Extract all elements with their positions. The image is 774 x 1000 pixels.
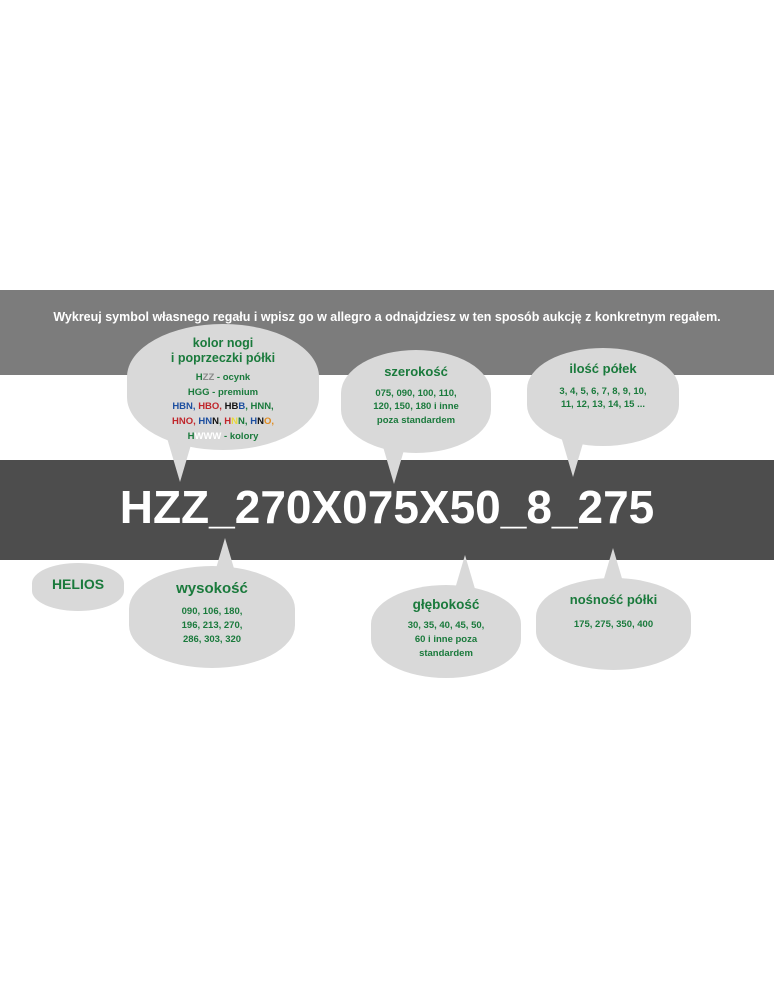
bubble-nosnosc-title: nośność półki (569, 592, 658, 607)
ilosc-line-2: 11, 12, 13, 14, 15 ... (561, 399, 645, 411)
bubble-ilosc-polek-title: ilość półek (569, 361, 637, 376)
kolor-line-5: HWWW - kolory (187, 430, 259, 442)
bubble-kolor-nogi (127, 324, 319, 450)
bubble-wysokosc (129, 566, 295, 668)
szerokosc-line-1: 075, 090, 100, 110, (375, 387, 457, 399)
bubble-kolor-nogi-body (141, 371, 305, 445)
wysokosc-line-2: 196, 213, 270, (181, 619, 243, 631)
glebokosc-line-3: standardem (419, 647, 473, 659)
bubble-helios-title: HELIOS (51, 576, 105, 592)
infographic-diagram (0, 290, 774, 690)
glebokosc-line-2: 60 i inne poza (414, 633, 478, 645)
bubble-szerokosc (341, 350, 491, 453)
szerokosc-line-2: 120, 150, 180 i inne (373, 401, 459, 413)
bubble-helios (32, 563, 124, 611)
bubble-kolor-nogi-title (141, 336, 305, 366)
bubble-ilosc-polek-body (539, 385, 667, 413)
bubble-wysokosc-body (141, 605, 283, 646)
bubble-szerokosc-title: szerokość (384, 364, 448, 379)
kolor-line-1: HZZ - ocynk (195, 372, 251, 383)
kolor-line-2: HGG - premium (187, 386, 259, 398)
wysokosc-line-1: 090, 106, 180, (181, 606, 243, 617)
wysokosc-line-3: 286, 303, 320 (182, 633, 242, 645)
product-code-text: HZZ_270X075X50_8_275 (119, 481, 655, 533)
headline-text: Wykreuj symbol własnego regału i wpisz go w allegro a odnajdziesz w ten sposób aukcję z konkretnym regałem. (53, 310, 721, 324)
kolor-line-3: HBN, HBO, HBB, HNN, (172, 401, 274, 413)
bubble-nosnosc-polki (536, 578, 691, 670)
glebokosc-line-1: 30, 35, 40, 45, 50, (407, 620, 485, 632)
bubble-kolor-nogi-title-line2: i poprzeczki półki (170, 351, 276, 365)
kolor-line-4: HNO, HNN, HNN, HNO, (172, 416, 274, 428)
bubble-nosnosc-body: 175, 275, 350, 400 (573, 618, 654, 630)
ilosc-line-1: 3, 4, 5, 6, 7, 8, 9, 10, (559, 385, 647, 397)
szerokosc-line-3: poza standardem (376, 415, 456, 427)
bubble-glebokosc (371, 585, 521, 678)
bubble-szerokosc-body (353, 387, 479, 428)
bubble-glebokosc-body (383, 619, 509, 660)
bubble-ilosc-polek (527, 348, 679, 446)
bubble-wysokosc-title: wysokość (176, 580, 248, 597)
bubble-kolor-nogi-title-line1: kolor nogi (192, 336, 254, 350)
bubble-glebokosc-title: głębokość (412, 597, 480, 612)
